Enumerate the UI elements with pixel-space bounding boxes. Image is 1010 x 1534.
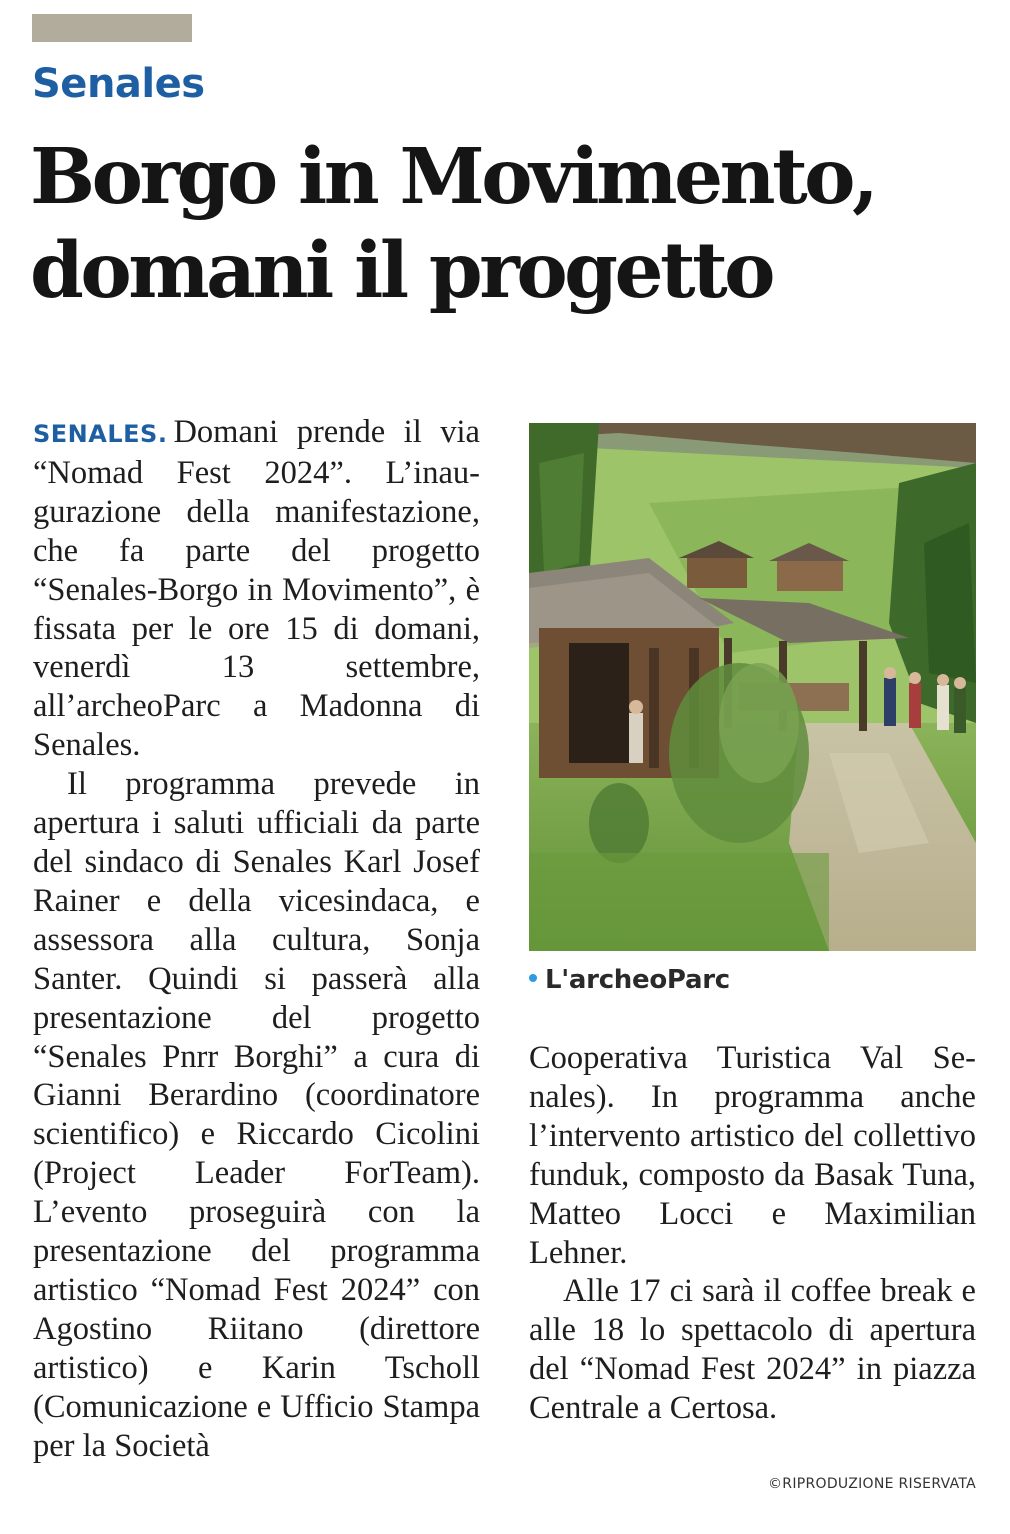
article-paragraph	[33, 413, 480, 765]
article-column-right	[529, 1039, 976, 1428]
section-kicker: Senales	[32, 61, 205, 107]
article-headline	[30, 130, 990, 318]
copyright-notice: ©RIPRODUZIONE RISERVATA	[768, 1476, 976, 1492]
article-paragraph: Cooperativa Turistica Val Senales). In programma anche l’intervento artistico del collettivo funduk, composto da Basak Tuna, Matteo Locci e Maximilian Lehner.	[529, 1040, 976, 1271]
headline-line-2: domani il progetto	[30, 226, 773, 316]
article-photo	[529, 423, 976, 951]
headline-line-1: Borgo in Movimento,	[30, 132, 876, 222]
article-column-left	[33, 413, 480, 1465]
section-rule	[32, 14, 192, 42]
paragraph-text: Domani prende il via “Nomad Fest 2024”. L’inaugurazione della manifestazione, che fa parte del progetto “Senales-Borgo in Movimento”, è fissata per le ore 15 di domani, venerdì 13 settembre, all’archeoParc a Madonna di Senales.	[33, 414, 480, 764]
dateline: SENALES.	[33, 420, 168, 448]
caption-bullet-icon	[529, 974, 537, 982]
article-paragraph: Alle 17 ci sarà il coffee break e alle 18 lo spettacolo di apertura del “Nomad Fest 2024” in piazza Centrale a Certosa.	[529, 1273, 976, 1427]
photo-caption	[529, 962, 730, 998]
archeoparc-photo	[529, 423, 976, 951]
caption-text: L'archeoParc	[545, 965, 730, 995]
article-paragraph: Il programma prevede in apertura i saluti ufficiali da parte del sindaco di Senales Karl Josef Rainer e della vicesindaca, e assessora alla cultura, Sonja Santer. Quindi si passerà alla presentazione del progetto “Senales Pnrr Borghi” a cura di Gianni Berardino (coordinatore scientifico) e Riccardo Cicolini (Project Leader ForTeam). L’evento proseguirà con la presentazione del programma artistico “Nomad Fest 2024” con Agostino Riitano (direttore artistico) e Karin Tscholl (Comunicazione e Ufficio Stampa per la Società	[33, 766, 480, 1464]
